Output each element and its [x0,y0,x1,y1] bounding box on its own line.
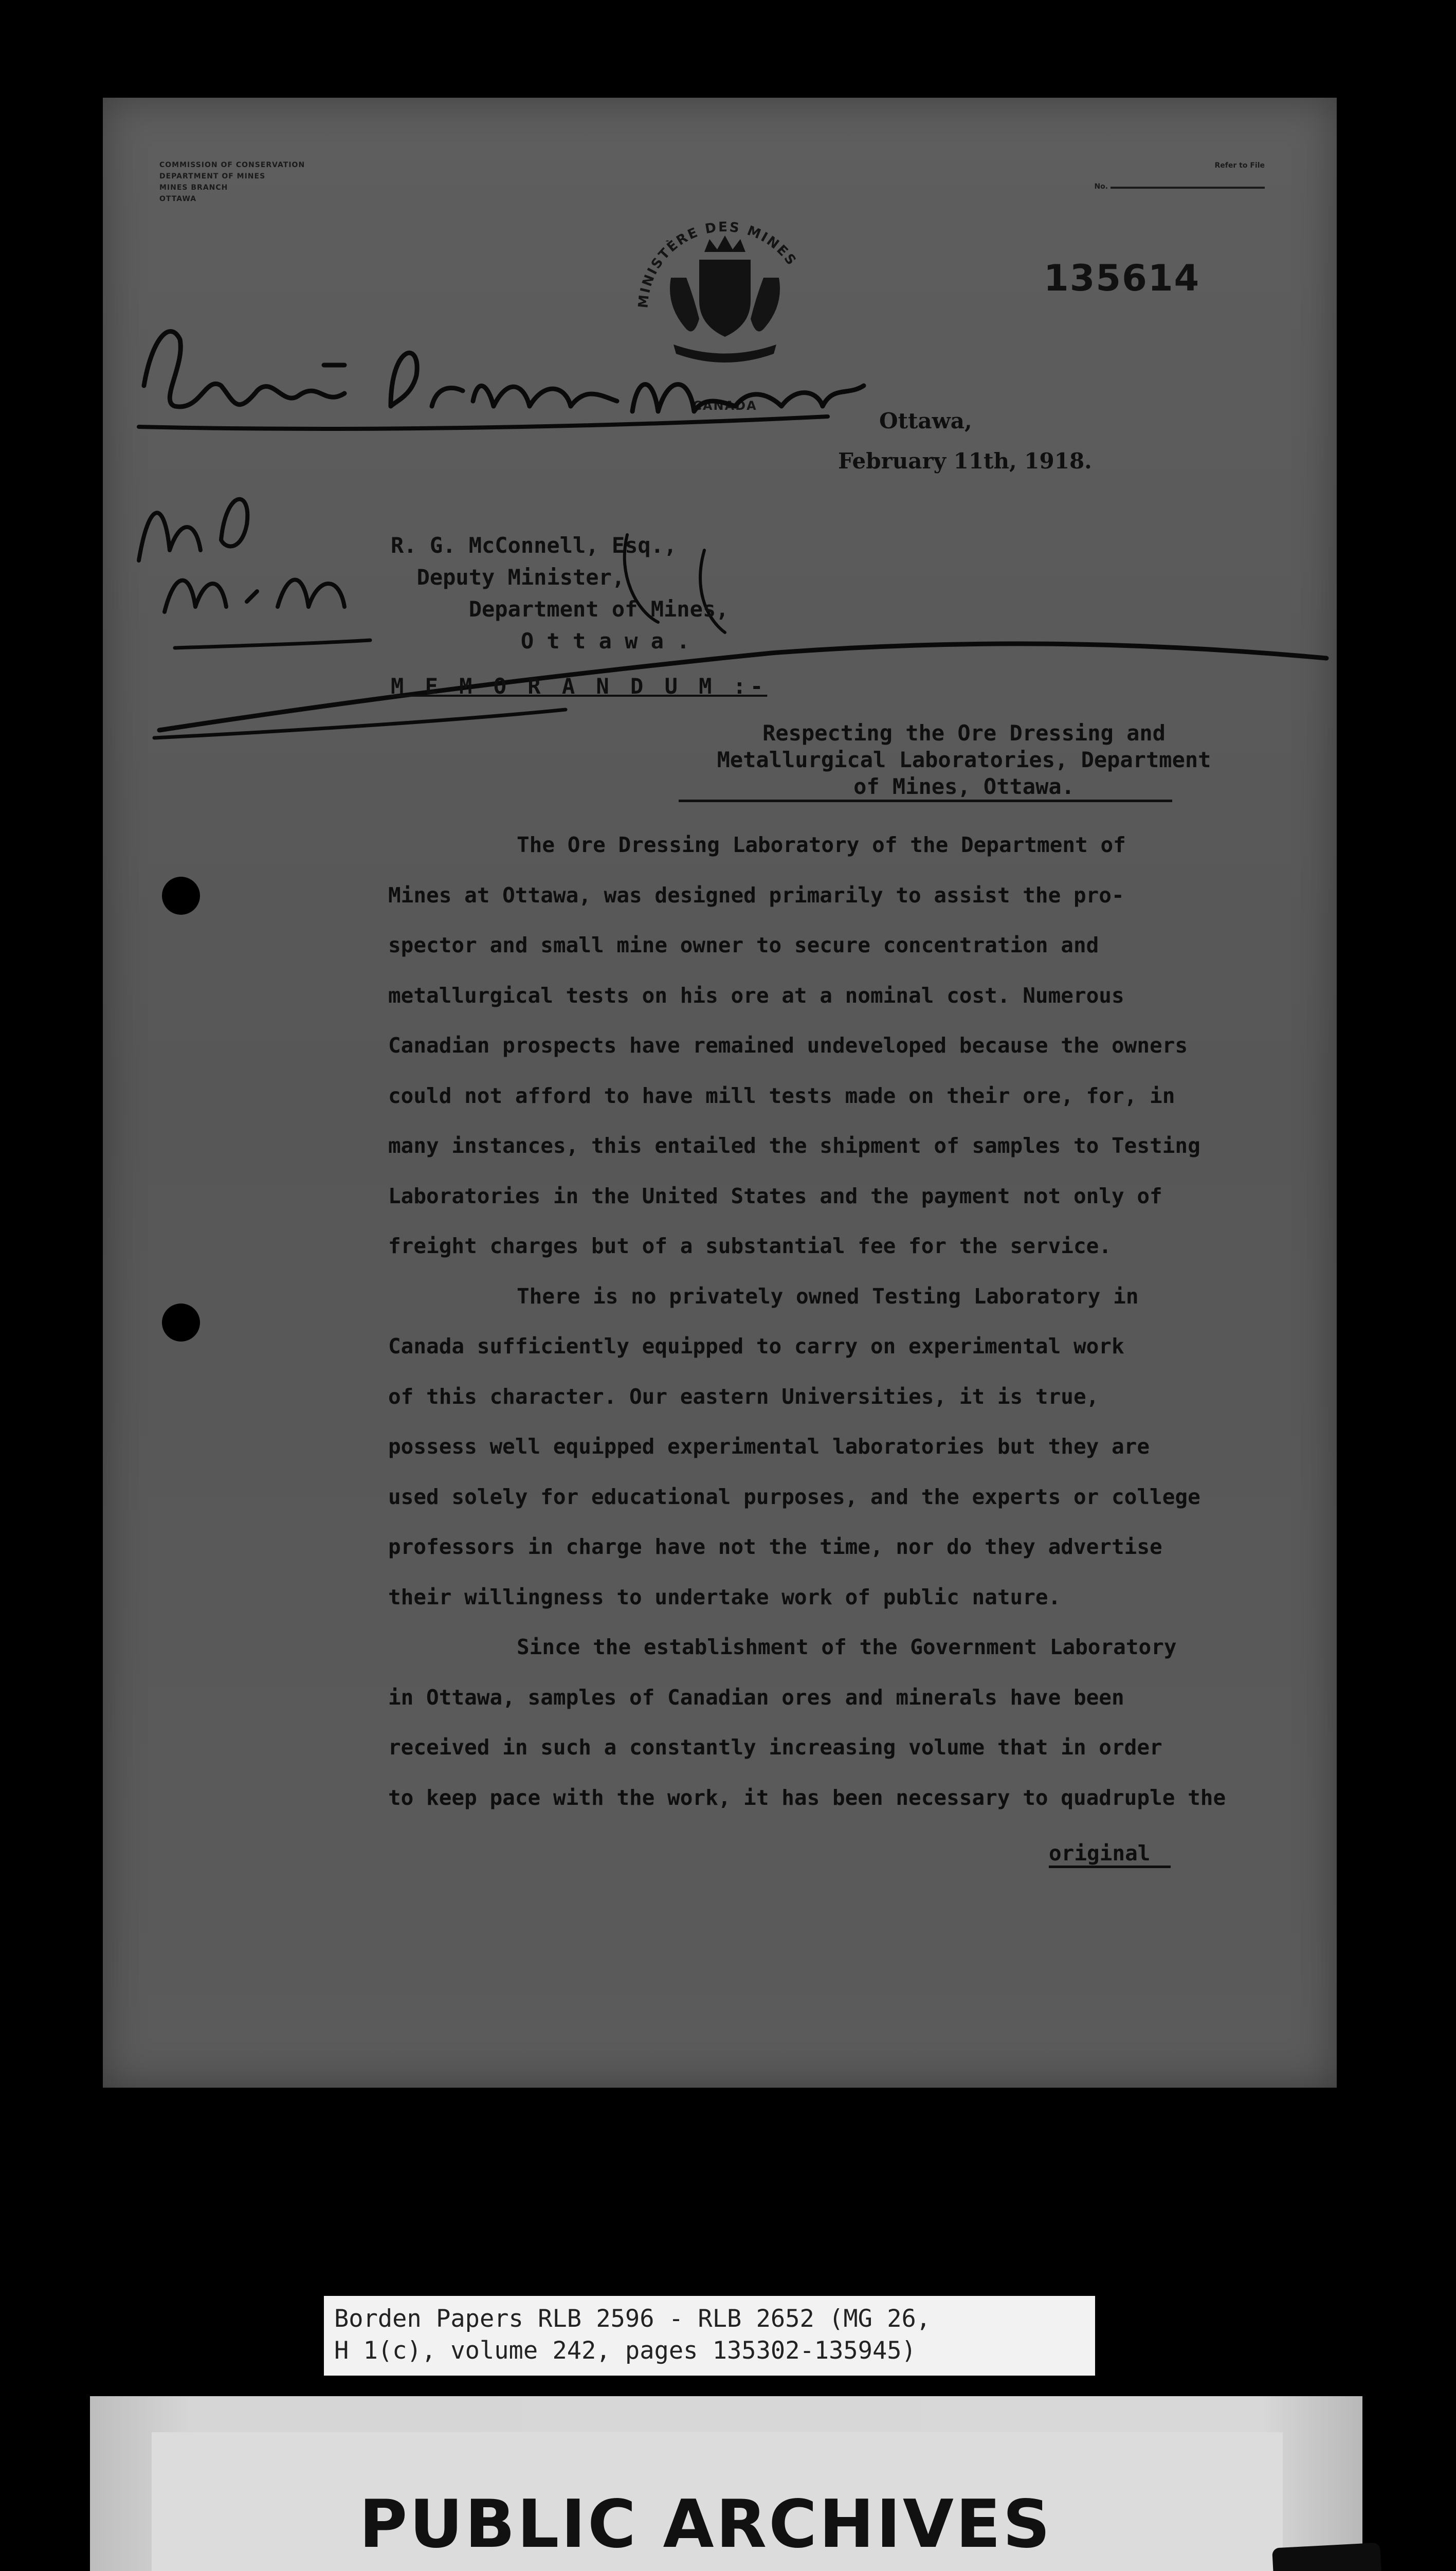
body-line: metallurgical tests on his ore at a nominal cost. Numerous [388,983,1124,1008]
seal-arc-text: MINISTÈRE DES MINES [635,219,800,309]
body-line: Laboratories in the United States and the payment not only of [388,1183,1162,1208]
body-line: professors in charge have not the time, nor do they advertise [388,1534,1162,1559]
address-line: Deputy Minister, [391,565,625,590]
coat-of-arms-icon [617,190,833,396]
file-ref-label: Refer to File [1214,161,1265,170]
body-line: freight charges but of a substantial fee for the service. [388,1234,1112,1258]
letterhead-line: OTTAWA [159,195,197,203]
punch-hole [162,1303,200,1342]
subject-line: Metallurgical Laboratories, Department [717,747,1211,772]
archives-logo-mark [1272,2543,1386,2571]
dateline-city: Ottawa, [879,408,972,433]
dateline-date: February 11th, 1918. [838,448,1092,474]
handwritten-initials-stroke [139,499,247,560]
memo-sheet [103,98,1337,2088]
addressee-block [391,530,729,657]
pen-stroke [154,710,566,738]
body-line: Canadian prospects have remained undeveloped because the owners [388,1033,1188,1058]
archive-title-english: PUBLIC ARCHIVES [359,2486,1052,2563]
letterhead [159,159,499,205]
subject-line: Respecting the Ore Dressing and [762,720,1166,746]
address-line: Department of Mines, [391,596,729,622]
handwritten-note-stroke [144,331,344,406]
letterhead-line: COMMISSION OF CONSERVATION [159,161,305,169]
dateline [838,401,1249,481]
citation-line: Borden Papers RLB 2596 - RLB 2652 (MG 26, [334,2305,931,2333]
continued-catchword: original [1049,1841,1171,1868]
file-reference [1049,157,1265,195]
file-ref-blank [1111,174,1265,189]
subject-block [668,720,1260,800]
citation-label [324,2296,1095,2376]
subject-line: of Mines, Ottawa. [853,774,1075,799]
seal-caption: CANADA [693,399,757,413]
body-line: to keep pace with the work, it has been necessary to quadruple the [388,1785,1226,1810]
body-line: The Ore Dressing Laboratory of the Department of [517,832,1126,857]
file-ref-number-row [1049,174,1265,195]
address-line: R. G. McConnell, Esq., [391,533,677,558]
letterhead-line: MINES BRANCH [159,184,228,192]
subject-underline [679,800,1172,802]
body-line: received in such a constantly increasing volume that in order [388,1735,1162,1760]
body-line: of this character. Our eastern Universities, it is true, [388,1384,1099,1409]
body-line: many instances, this entailed the shipment of samples to Testing [388,1133,1200,1158]
body-line: Canada sufficiently equipped to carry on experimental work [388,1334,1124,1359]
archive-card [90,2396,1362,2571]
body-line: Mines at Ottawa, was designed primarily to assist the pro- [388,882,1124,908]
letterhead-line: DEPARTMENT OF MINES [159,172,266,180]
handwritten-note-stroke [391,353,617,406]
archives-logo-icon [1272,2543,1386,2571]
address-line: O t t a w a . [391,628,690,654]
body-line: spector and small mine owner to secure concentration and [388,933,1099,957]
registry-stamp-number: 135614 [1044,257,1200,299]
punch-hole [162,877,200,915]
body-line: There is no privately owned Testing Laboratory in [517,1283,1139,1309]
file-ref-no-label: No. [1094,183,1108,191]
body-line: could not afford to have mill tests made on their ore, for, in [388,1083,1175,1108]
body-line: used solely for educational purposes, and the experts or college [388,1484,1200,1509]
body-line: their willingness to undertake work of public nature. [388,1584,1061,1609]
handwritten-initials-stroke [165,580,344,612]
body-line: in Ottawa, samples of Canadian ores and minerals have been [388,1685,1124,1710]
body-line: Since the establishment of the Government Laboratory [517,1635,1177,1659]
memo-body [388,820,1337,1823]
government-seal [617,190,833,432]
handwritten-underline [175,640,370,648]
body-line: possess well equipped experimental laboratories but they are [388,1434,1150,1459]
memorandum-heading: M E M O R A N D U M :- [391,674,768,699]
citation-line: H 1(c), volume 242, pages 135302-135945) [334,2337,916,2365]
